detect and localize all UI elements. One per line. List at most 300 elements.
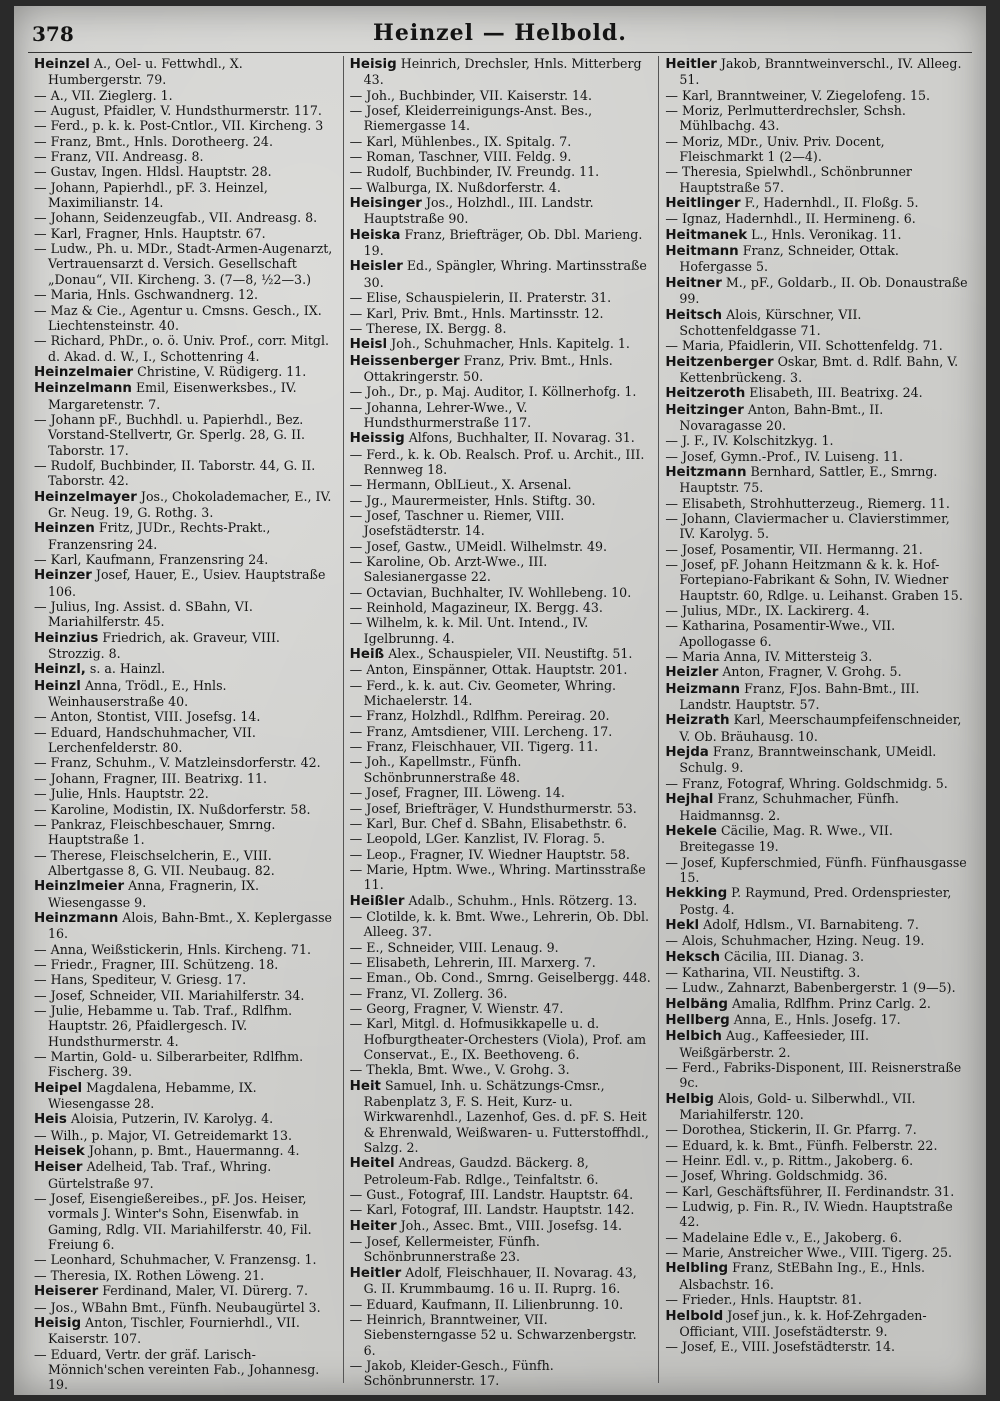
entry-text: — Josef, Kupferschmied, Fünfh. Fünfhausgasse 15.	[665, 854, 967, 885]
directory-entry	[665, 776, 968, 791]
directory-entry	[34, 210, 337, 225]
columns	[28, 56, 974, 1393]
directory-entry	[350, 970, 653, 985]
entry-text: — Josef, Gastw., UMeidl. Wilhelmstr. 49.	[349, 538, 608, 554]
directory-entry	[665, 307, 968, 339]
directory-entry	[665, 823, 968, 855]
entry-text: — Wilh., p. Major, VI. Getreidemarkt 13.	[34, 1127, 292, 1143]
entry-text: Karl, Meerschaumpfeifenschneider, V. Ob. Bräuhausg. 10.	[679, 712, 962, 744]
directory-entry	[350, 88, 653, 103]
entry-text: — Franz, VII. Andreasg. 8.	[34, 149, 204, 165]
directory-entry	[34, 520, 337, 552]
entry-surname: Heisler	[349, 259, 403, 275]
directory-entry	[350, 1155, 653, 1187]
entry-text: — Karl, Kaufmann, Franzensring 24.	[34, 552, 269, 567]
directory-entry	[350, 1218, 653, 1234]
entry-surname: Heisek	[34, 1144, 85, 1160]
directory-entry	[34, 1252, 337, 1267]
entry-text: — Gustav, Ingen. Hldsl. Hauptstr. 28.	[34, 164, 272, 180]
directory-entry	[665, 965, 968, 980]
entry-text: — Reinhold, Magazineur, IX. Bergg. 43.	[349, 600, 603, 616]
entry-text: — Hans, Spediteur, V. Griesg. 17.	[34, 972, 247, 988]
entry-text: — Elisabeth, Lehrerin, III. Marxerg. 7.	[349, 954, 596, 970]
directory-entry	[350, 149, 653, 164]
entry-text: Anna, Trödl., E., Hnls. Weinhauserstraße 40.	[48, 677, 227, 710]
directory-entry	[665, 1230, 968, 1245]
directory-entry	[665, 496, 968, 511]
page-number: 378	[32, 22, 74, 46]
directory-entry	[34, 226, 337, 241]
entry-text: — Leop., Fragner, IV. Wiedner Hauptstr. 58.	[349, 846, 630, 862]
directory-entry	[665, 449, 968, 464]
entry-text: — Ludw., Ph. u. MDr., Stadt-Armen-Augenarzt, Vertrauensarzt d. Versich. Gesellschaft „Donau“, VII. Kircheng. 3. (7—8, ½2—3.)	[34, 241, 333, 287]
entry-surname: Hekking	[665, 886, 728, 902]
entry-text: — Hermann, OblLieut., X. Arsenal.	[349, 477, 572, 493]
directory-entry	[665, 618, 968, 649]
directory-entry	[34, 458, 337, 489]
entry-text: Franz, StEBahn Ing., E., Hnls. Alsbachstr. 16.	[679, 1260, 925, 1292]
directory-entry	[350, 1078, 653, 1156]
directory-entry	[350, 940, 653, 955]
entry-surname: Helbig	[665, 1091, 714, 1107]
entry-surname: Heitmanek	[665, 227, 748, 243]
entry-surname: Heiß	[349, 647, 385, 663]
directory-entry	[34, 910, 337, 942]
directory-entry	[350, 539, 653, 554]
entry-text: — Julius, MDr., IX. Lackirerg. 4.	[665, 603, 870, 619]
entry-text: — Karl, Geschäftsführer, II. Ferdinandstr. 31.	[665, 1183, 955, 1199]
directory-entry	[350, 493, 653, 508]
entry-text: Jos., Chokolademacher, E., IV. Gr. Neug. 19, G. Rothg. 3.	[48, 488, 332, 520]
entry-text: Joh., Assec. Bmt., VIII. Josefsg. 14.	[400, 1217, 623, 1233]
entry-text: Fritz, JUDr., Rechts-Prakt., Franzensring 24.	[48, 520, 271, 552]
entry-text: — Ferd., k. k. Ob. Realsch. Prof. u. Archit., III. Rennweg 18.	[349, 446, 645, 477]
directory-entry	[350, 1062, 653, 1077]
entry-text: — Franz, Bmt., Hnls. Dorotheerg. 24.	[34, 133, 273, 149]
entry-surname: Hejhal	[665, 792, 714, 808]
entry-text: — Josef, Schneider, VII. Mariahilferstr. 34.	[34, 987, 305, 1003]
directory-entry	[350, 1187, 653, 1202]
entry-text: — Anton, Stontist, VIII. Josefsg. 14.	[34, 709, 261, 725]
directory-entry	[34, 552, 337, 567]
directory-entry	[34, 88, 337, 103]
entry-surname: Heizmann	[665, 681, 741, 697]
entry-text: Anna, E., Hnls. Josefg. 17.	[733, 1011, 901, 1027]
entry-text: — Maria Anna, IV. Mittersteig 3.	[665, 649, 873, 665]
entry-text: — Thekla, Bmt. Wwe., V. Grohg. 3.	[349, 1062, 570, 1078]
directory-entry	[34, 802, 337, 817]
directory-entry	[665, 1184, 968, 1199]
directory-entry	[350, 227, 653, 259]
entry-text: — Eduard, Vertr. der gräf. Larisch-Mönnich'schen vereinten Fab., Johannesg. 19.	[34, 1346, 320, 1393]
entry-text: — Ferd., k. k. aut. Civ. Geometer, Whring. Michaelerstr. 14.	[349, 677, 617, 709]
entry-surname: Heitel	[349, 1156, 395, 1172]
entry-text: — Ferd., Fabriks-Disponent, III. Reisnerstraße 9c.	[665, 1060, 962, 1091]
directory-entry	[34, 817, 337, 848]
entry-text: — Anton, Einspänner, Ottak. Hauptstr. 201.	[349, 662, 628, 678]
directory-entry	[350, 831, 653, 846]
entry-surname: Helbling	[665, 1261, 729, 1277]
entry-text: — Jos., WBahn Bmt., Fünfh. Neubaugürtel 3.	[34, 1299, 321, 1315]
entry-text: Josef, Hauer, E., Usiev. Hauptstraße 106.	[48, 567, 326, 599]
entry-text: Franz, Branntweinschank, UMeidl. Schulg. 9.	[679, 744, 937, 776]
entry-text: — Gust., Fotograf, III. Landstr. Hauptstr. 64.	[349, 1187, 634, 1203]
directory-entry	[34, 567, 337, 599]
entry-surname: Helbich	[665, 1029, 722, 1045]
directory-entry	[34, 1111, 337, 1127]
entry-text: — Josef, pF. Johann Heitzmann & k. k. Hof-Fortepiano-Fabrikant & Sohn, IV. Wiedner Hauptstr. 60, Rdlge. u. Leihanst. Graben 15.	[665, 557, 963, 603]
directory-entry	[350, 893, 653, 909]
entry-text: — Karl, Priv. Bmt., Hnls. Martinsstr. 12.	[349, 305, 604, 321]
entry-text: — Therese, Fleischselcherin, E., VIII. Albertgasse 8, G. VII. Neubaug. 82.	[34, 847, 275, 878]
directory-entry	[665, 1028, 968, 1060]
entry-text: M., pF., Goldarb., II. Ob. Donaustraße 99.	[679, 274, 968, 307]
directory-entry	[665, 885, 968, 917]
entry-surname: Heisig	[34, 1315, 82, 1331]
directory-entry	[34, 599, 337, 630]
entry-text: — Heinrich, Branntweiner, VII. Siebensterngasse 52 u. Schwarzenbergstr. 6.	[349, 1311, 637, 1358]
entry-surname: Heiserer	[34, 1284, 99, 1300]
directory-entry	[350, 56, 653, 88]
entry-surname: Hekele	[665, 823, 717, 839]
entry-text: — A., VII. Zieglerg. 1.	[34, 87, 173, 103]
entry-surname: Heiser	[34, 1160, 83, 1176]
entry-text: — Rudolf, Buchbinder, IV. Freundg. 11.	[349, 164, 600, 180]
entry-text: — E., Schneider, VIII. Lenaug. 9.	[349, 939, 559, 955]
entry-text: — Josef, Briefträger, V. Hundsthurmerstr. 53.	[349, 800, 637, 816]
entry-text: Samuel, Inh. u. Schätzungs-Cmsr., Rabenplatz 3, F. S. Heit, Kurz- u. Wirkwarenhdl., Lazenhof, Ges. d. pF. S. Heit & Ehrenwald, Weißwaren- u. Futterstoffhdl., Salzg. 2.	[363, 1077, 649, 1156]
entry-surname: Heitlinger	[665, 196, 741, 212]
entry-text: — Karl, Branntweiner, V. Ziegelofeng. 15.	[665, 87, 931, 103]
entry-text: — Ludw., Zahnarzt, Babenbergerstr. 1 (9—5).	[665, 980, 956, 996]
directory-entry	[34, 661, 337, 677]
directory-entry	[350, 816, 653, 831]
directory-entry	[350, 909, 653, 940]
directory-entry	[665, 88, 968, 103]
entry-surname: Heisig	[349, 57, 397, 72]
directory-entry	[34, 786, 337, 801]
entry-text: — Anna, Weißstickerin, Hnls. Kircheng. 71.	[34, 941, 311, 957]
entry-text: — Josef, Posamentir, VII. Hermanng. 21.	[665, 541, 923, 557]
entry-text: F., Hadernhdl., II. Floßg. 5.	[744, 195, 919, 211]
directory-entry	[665, 1339, 968, 1354]
directory-entry	[665, 917, 968, 933]
entry-text: — Maria, Pfaidlerin, VII. Schottenfeldg. 71.	[665, 338, 943, 354]
directory-entry	[34, 241, 337, 287]
directory-entry	[665, 744, 968, 776]
directory-entry	[350, 447, 653, 478]
directory-entry	[665, 1260, 968, 1292]
entry-text: — Katharina, Posamentir-Wwe., VII. Apollogasse 6.	[665, 618, 896, 649]
directory-entry	[34, 1049, 337, 1080]
entry-text: — Josef, E., VIII. Josefstädterstr. 14.	[665, 1339, 895, 1355]
entry-text: — Alois, Schuhmacher, Hzing. Neug. 19.	[665, 933, 925, 949]
directory-entry	[665, 1199, 968, 1230]
entry-text: — Katharina, VII. Neustiftg. 3.	[665, 964, 861, 980]
entry-surname: Heinzel	[34, 57, 90, 72]
directory-entry	[350, 477, 653, 492]
entry-text: Aloisia, Putzerin, IV. Karolyg. 4.	[70, 1111, 274, 1127]
directory-entry	[665, 712, 968, 744]
entry-text: Andreas, Gaudzd. Bäckerg. 8, Petroleum-Fab. Rdlge., Teinfaltstr. 6.	[363, 1155, 599, 1187]
entry-text: Magdalena, Hebamme, IX. Wiesengasse 28.	[48, 1079, 257, 1112]
directory-entry	[34, 1268, 337, 1283]
entry-text: Adalb., Schuhm., Hnls. Rötzerg. 13.	[408, 892, 638, 908]
entry-surname: Heitner	[665, 275, 722, 291]
entry-text: Bernhard, Sattler, E., Smrng. Hauptstr. 75.	[679, 463, 938, 496]
entry-surname: Heinzelmann	[34, 381, 132, 397]
entry-text: Cäcilia, III. Dianag. 3.	[724, 948, 865, 964]
entry-text: Christine, V. Rüdigerg. 11.	[137, 363, 307, 379]
directory-entry	[34, 1080, 337, 1112]
entry-surname: Heisinger	[349, 196, 422, 212]
entry-text: L., Hnls. Veronikag. 11.	[751, 226, 902, 242]
entry-text: — Maz & Cie., Agentur u. Cmsns. Gesch., IX. Liechtensteinstr. 40.	[34, 302, 322, 333]
directory-entry	[665, 511, 968, 542]
directory-entry	[665, 1168, 968, 1183]
entry-text: — August, Pfaidler, V. Hundsthurmerstr. 117.	[34, 103, 322, 119]
entry-text: — Josef, Kleiderreinigungs-Anst. Bes., Riemergasse 14.	[349, 103, 593, 134]
entry-text: Adelheid, Tab. Traf., Whring. Gürtelstraße 97.	[48, 1159, 272, 1191]
entry-surname: Heinzmann	[34, 910, 119, 926]
entry-text: — Rudolf, Buchbinder, II. Taborstr. 44, G. II. Taborstr. 42.	[34, 457, 316, 489]
entry-text: — Therese, IX. Bergg. 8.	[349, 320, 507, 336]
entry-text: — Josef, Eisengießereibes., pF. Jos. Heiser, vormals J. Winter's Sohn, Eisenwfab. in Gaming, Rdlg. VII. Mariahilferstr. 40, Fil. Freiung 6.	[34, 1191, 312, 1253]
entry-text: — Ignaz, Hadernhdl., II. Hermineng. 6.	[665, 211, 916, 227]
directory-entry	[665, 980, 968, 995]
entry-text: — Franz, Schuhm., V. Matzleinsdorferstr. 42.	[34, 755, 321, 771]
entry-text: — Julie, Hebamme u. Tab. Traf., Rdlfhm. Hauptstr. 26, Pfaidlergesch. IV. Hundsthurmerstr. 4.	[34, 1002, 293, 1049]
directory-entry	[34, 1003, 337, 1049]
entry-surname: Heizler	[665, 665, 719, 681]
entry-text: Franz, Schneider, Ottak. Hofergasse 5.	[679, 243, 899, 275]
entry-text: — Clotilde, k. k. Bmt. Wwe., Lehrerin, Ob. Dbl. Alleeg. 37.	[349, 908, 650, 940]
directory-entry	[665, 557, 968, 603]
entry-text: — Karl, Mitgl. d. Hofmusikkapelle u. d. Hofburgtheater-Orchesters (Viola), Prof. am Conservat., E., IX. Beethoveng. 6.	[349, 1016, 647, 1062]
directory-entry	[34, 412, 337, 458]
directory-entry	[665, 1153, 968, 1168]
entry-text: s. a. Hainzl.	[89, 661, 166, 677]
entry-surname: Heis	[34, 1112, 67, 1128]
entry-text: — Karl, Bur. Chef d. SBahn, Elisabethstr. 6.	[349, 815, 627, 831]
directory-entry	[350, 353, 653, 385]
entry-text: Alois, Bahn-Bmt., X. Keplergasse 16.	[48, 909, 332, 942]
entry-text: — Karl, Fotograf, III. Landstr. Hauptstr. 142.	[349, 1202, 635, 1218]
directory-entry	[350, 724, 653, 739]
directory-entry	[34, 164, 337, 179]
directory-entry	[665, 1292, 968, 1307]
directory-entry	[350, 554, 653, 585]
entry-text: Alex., Schauspieler, VII. Neustiftg. 51.	[388, 646, 633, 662]
entry-text: Cäcilie, Mag. R. Wwe., VII. Breitegasse 19.	[679, 822, 893, 855]
entry-text: — Jakob, Kleider-Gesch., Fünfh. Schönbrunnerstr. 17.	[349, 1357, 554, 1389]
entry-text: — Johann, Papierhdl., pF. 3. Heinzel, Maximilianstr. 14.	[34, 179, 268, 211]
entry-text: Heinrich, Drechsler, Hnls. Mitterberg 43.	[363, 56, 642, 88]
entry-text: — Franz, Holzhdl., Rdlfhm. Pereirag. 20.	[349, 708, 610, 724]
entry-surname: Helbäng	[665, 996, 728, 1012]
entry-text: — Martin, Gold- u. Silberarbeiter, Rdlfhm. Fischerg. 39.	[34, 1049, 304, 1080]
directory-entry	[665, 56, 968, 88]
directory-entry	[34, 103, 337, 118]
directory-entry	[665, 354, 968, 386]
entry-text: — Dorothea, Stickerin, II. Gr. Pfarrg. 7.	[665, 1122, 917, 1138]
directory-entry	[350, 1312, 653, 1358]
entry-surname: Helbold	[665, 1308, 724, 1324]
entry-surname: Heksch	[665, 949, 720, 965]
directory-page	[14, 6, 986, 1395]
directory-entry	[34, 848, 337, 879]
directory-entry	[350, 195, 653, 227]
entry-text: Adolf, Hdlsm., VI. Barnabiteng. 7.	[703, 916, 919, 932]
directory-entry	[665, 1122, 968, 1137]
entry-text: Alois, Gold- u. Silberwhdl., VII. Mariahilferstr. 120.	[679, 1090, 916, 1123]
directory-entry	[350, 306, 653, 321]
entry-surname: Hekl	[665, 917, 700, 933]
directory-entry	[665, 1308, 968, 1340]
directory-entry	[665, 664, 968, 680]
entry-text: — Karl, Fragner, Hnls. Hauptstr. 67.	[34, 225, 266, 241]
entry-surname: Heinzelmayer	[34, 489, 137, 505]
entry-text: — Joh., Dr., p. Maj. Auditor, I. Köllnerhofg. 1.	[349, 384, 637, 400]
entry-surname: Heissenberger	[349, 353, 460, 369]
directory-entry	[665, 681, 968, 713]
directory-entry	[34, 771, 337, 786]
directory-entry	[34, 709, 337, 724]
entry-text: Franz, FJos. Bahn-Bmt., III. Landstr. Hauptstr. 57.	[679, 680, 920, 713]
entry-text: — Moriz, MDr., Univ. Priv. Docent, Fleischmarkt 1 (2—4).	[665, 133, 885, 165]
entry-text: — Wilhelm, k. k. Mil. Unt. Intend., IV. Igelbrunng. 4.	[349, 615, 589, 646]
directory-entry	[34, 678, 337, 710]
entry-text: — Elisabeth, Strohhutterzeug., Riemerg. 11.	[665, 495, 950, 511]
directory-entry	[350, 986, 653, 1001]
entry-text: — Eman., Ob. Cond., Smrng. Geiselbergg. 448.	[349, 970, 651, 986]
directory-entry	[350, 1234, 653, 1265]
directory-entry	[665, 164, 968, 195]
entry-text: Anton, Bahn-Bmt., II. Novaragasse 20.	[679, 401, 884, 433]
directory-entry	[665, 996, 968, 1012]
entry-text: Ed., Spängler, Whring. Martinsstraße 30.	[363, 258, 647, 290]
entry-text: — Johann, Seidenzeugfab., VII. Andreasg. 8.	[34, 210, 318, 226]
entry-text: — Johanna, Lehrer-Wwe., V. Hundsthurmerstraße 117.	[349, 399, 532, 430]
entry-text: Oskar, Bmt. d. Rdlf. Bahn, V. Kettenbrückeng. 3.	[679, 353, 959, 385]
directory-entry	[34, 1315, 337, 1347]
entry-surname: Heitzmann	[665, 464, 747, 480]
entry-text: — Eduard, Kaufmann, II. Lilienbrunng. 10.	[349, 1296, 624, 1312]
entry-text: Ferdinand, Maler, VI. Dürerg. 7.	[102, 1283, 309, 1299]
entry-text: — Moriz, Perlmutterdrechsler, Schsh. Mühlbachg. 43.	[665, 103, 906, 134]
entry-text: — Franz, Fleischhauer, VII. Tigerg. 11.	[349, 739, 599, 755]
column-3	[659, 56, 974, 1383]
entry-surname: Heitzenberger	[665, 354, 774, 370]
entry-surname: Heitzinger	[665, 402, 744, 418]
entry-text: — Karl, Mühlenbes., IX. Spitalg. 7.	[349, 133, 572, 149]
entry-text: Joh., Schuhmacher, Hnls. Kapitelg. 1.	[391, 336, 630, 352]
entry-text: — Ferd., p. k. k. Post-Cntlor., VII. Kircheng. 3	[34, 118, 324, 134]
directory-entry	[350, 785, 653, 800]
directory-entry	[34, 972, 337, 987]
directory-entry	[350, 801, 653, 816]
entry-text: — Josef, Whring. Goldschmidg. 36.	[665, 1168, 888, 1184]
directory-entry	[350, 258, 653, 290]
entry-surname: Heipel	[34, 1080, 83, 1096]
directory-entry	[34, 1191, 337, 1252]
entry-surname: Heinzelmaier	[34, 364, 134, 380]
entry-text: P. Raymund, Pred. Ordenspriester, Postg. 4.	[679, 885, 952, 917]
directory-entry	[34, 303, 337, 334]
directory-entry	[350, 1297, 653, 1312]
entry-text: — Maria, Hnls. Gschwandnerg. 12.	[34, 287, 258, 303]
entry-text: Alfons, Buchhalter, II. Novarag. 31.	[408, 430, 635, 446]
entry-text: Emil, Eisenwerksbes., IV. Margaretenstr. 7.	[48, 380, 297, 412]
entry-text: — Friedr., Fragner, III. Schützeng. 18.	[34, 956, 279, 972]
page-header	[28, 14, 972, 53]
entry-surname: Hellberg	[665, 1012, 730, 1028]
directory-entry	[34, 1159, 337, 1191]
directory-entry	[665, 227, 968, 243]
entry-surname: Heinzl	[34, 678, 81, 694]
entry-text: Franz, Schuhmacher, Fünfh. Haidmannsg. 2.	[679, 791, 899, 823]
column-1	[28, 56, 344, 1393]
directory-entry	[350, 955, 653, 970]
directory-entry	[350, 430, 653, 446]
entry-text: — Walburga, IX. Nußdorferstr. 4.	[349, 179, 561, 195]
directory-entry	[34, 1347, 337, 1393]
directory-entry	[350, 384, 653, 399]
entry-text: — Johann pF., Buchhdl. u. Papierhdl., Bez. Vorstand-Stellvertr, Gr. Sperlg. 28, G. II. Taborstr. 17.	[34, 411, 306, 458]
directory-entry	[665, 603, 968, 618]
entry-text: Anton, Tischler, Fournierhdl., VII. Kaiserstr. 107.	[48, 1314, 300, 1347]
directory-entry	[350, 1265, 653, 1297]
directory-entry	[34, 489, 337, 521]
directory-entry	[34, 957, 337, 972]
entry-surname: Heisl	[349, 337, 388, 353]
entry-text: — Julie, Hnls. Hauptstr. 22.	[34, 786, 209, 802]
entry-text: Alois, Kürschner, VII. Schottenfeldgasse 71.	[679, 306, 862, 338]
directory-entry	[350, 600, 653, 615]
entry-text: — Marie, Hptm. Wwe., Whring. Martinsstraße 11.	[349, 861, 646, 893]
entry-text: — Eduard, Handschuhmacher, VII. Lerchenfelderstr. 80.	[34, 724, 256, 756]
entry-surname: Heiter	[349, 1218, 397, 1234]
directory-entry	[665, 1245, 968, 1260]
entry-text: — Ludwig, p. Fin. R., IV. Wiedn. Hauptstraße 42.	[665, 1199, 953, 1230]
directory-entry	[34, 380, 337, 412]
directory-entry	[665, 1091, 968, 1123]
entry-text: — Theresia, IX. Rothen Löweng. 21.	[34, 1267, 265, 1283]
entry-text: Johann, p. Bmt., Hauermanng. 4.	[88, 1143, 300, 1159]
directory-entry	[350, 336, 653, 352]
entry-text: — Julius, Ing. Assist. d. SBahn, VI. Mariahilferstr. 45.	[34, 599, 253, 630]
directory-entry	[665, 1012, 968, 1028]
directory-entry	[34, 988, 337, 1003]
entry-surname: Heissig	[349, 431, 405, 447]
directory-entry	[350, 321, 653, 336]
entry-text: Josef jun., k. k. Hof-Zehrgaden-Officiant, VIII. Josefstädterstr. 9.	[679, 1307, 927, 1339]
column-2	[344, 56, 660, 1389]
entry-text: — Elise, Schauspielerin, II. Praterstr. 31.	[349, 290, 612, 306]
entry-text: Amalia, Rdlfhm. Prinz Carlg. 2.	[731, 995, 931, 1011]
directory-entry	[350, 290, 653, 305]
directory-entry	[665, 464, 968, 496]
directory-entry	[34, 364, 337, 380]
directory-entry	[350, 1001, 653, 1016]
entry-text: — Richard, PhDr., o. ö. Univ. Prof., corr. Mitgl. d. Akad. d. W., I., Schottenring 4.	[34, 333, 329, 364]
directory-entry	[350, 585, 653, 600]
entry-text: — Josef, Fragner, III. Löweng. 14.	[349, 785, 565, 801]
entry-text: Franz, Briefträger, Ob. Dbl. Marieng. 19.	[363, 226, 643, 259]
directory-entry	[350, 164, 653, 179]
entry-text: — Heinr. Edl. v., p. Rittm., Jakoberg. 6.	[665, 1153, 914, 1169]
entry-text: — Frieder., Hnls. Hauptstr. 81.	[665, 1292, 862, 1308]
